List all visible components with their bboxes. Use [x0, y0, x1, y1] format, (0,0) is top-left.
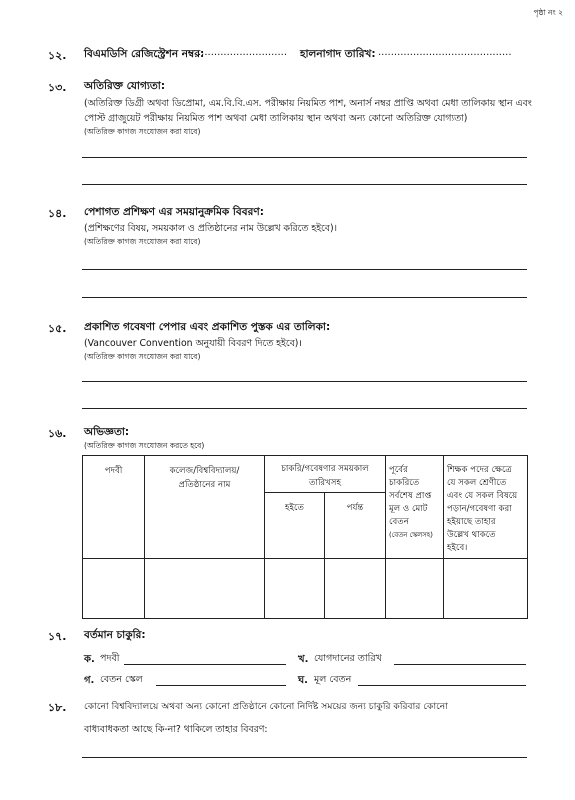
item-kha-text: যোগদানের তারিখ	[314, 653, 382, 664]
bmdc-registration-field[interactable]: ............................	[198, 47, 288, 58]
publications-note: (অতিরিক্ত কাগজ সংযোজন করা যাবে)	[84, 352, 201, 361]
joining-date-field[interactable]	[394, 664, 526, 665]
header-salary-line: সর্বশেষ প্রাপ্ত	[389, 491, 432, 501]
basic-salary-field[interactable]	[358, 685, 526, 686]
header-period-line-2: তারিখসহ	[309, 478, 341, 488]
header-teacher-line: হইয়াছে তাহার	[447, 517, 496, 527]
item-kha-label: খ.	[298, 654, 309, 665]
header-institution-line-1: কলেজ/বিশ্ববিদ্যালয়/	[169, 466, 240, 476]
publications-title: প্রকাশিত গবেষণা পেপার এবং প্রকাশিত পুস্তক এর তালিকা:	[84, 321, 331, 333]
answer-line[interactable]	[82, 381, 527, 382]
answer-line[interactable]	[82, 757, 527, 758]
bmdc-registration-label: বিএমডিসি রেজিস্ট্রেশন নম্বর:	[84, 48, 205, 60]
section-14-number: ১৪.	[48, 207, 67, 220]
update-date-field[interactable]: ..........................................	[378, 47, 512, 58]
header-salary-line: পূর্বের	[389, 465, 408, 475]
header-to	[325, 493, 386, 559]
header-teacher-line: শিক্ষক পদের ক্ষেত্রে	[447, 465, 512, 475]
item-ga-label: গ.	[84, 675, 95, 686]
update-date-label: হালনাগাদ তারিখ:	[300, 48, 376, 60]
experience-table	[82, 455, 528, 619]
item-gha-label: ঘ.	[298, 675, 308, 686]
section-17-number: ১৭.	[48, 630, 67, 643]
header-teacher-line: উল্লেখ থাকতে	[447, 530, 496, 540]
cell-from[interactable]	[265, 559, 325, 619]
cell-to[interactable]	[325, 559, 386, 619]
obligation-question-1: কোনো বিশ্ববিদ্যালয়ে অথবা অন্য কোনো প্রতিষ্ঠানে কোনো নির্দিষ্ট সময়ের জন্য চাকুরি করিবার কোনো	[84, 701, 448, 712]
answer-line[interactable]	[82, 184, 527, 185]
header-salary-line: চাকরিতে	[389, 478, 420, 488]
header-from-label: হইতে	[285, 503, 304, 513]
header-teacher-line: যে সকল শ্রেণীতে	[447, 478, 507, 488]
section-13-number: ১৩.	[48, 81, 67, 94]
experience-note: (অতিরিক্ত কাগজ সংযোজন করতে হবে)	[84, 441, 205, 450]
header-teacher-line: পড়ান/গবেষণা করা	[447, 504, 512, 514]
item-ga-text: বেতন স্কেল	[100, 674, 143, 685]
pay-scale-field[interactable]	[156, 685, 286, 686]
header-institution	[145, 456, 265, 559]
professional-training-desc: (প্রশিক্ষণের বিষয়, সময়কাল ও প্রতিষ্ঠানের নাম উল্লেখ করিতে হইবে)।	[84, 223, 337, 234]
header-teacher	[444, 456, 528, 559]
answer-line[interactable]	[82, 408, 527, 409]
additional-qualification-desc-1: (অতিরিক্ত ডিগ্রী অথবা ডিপ্রোমা, এম.বি.বি.এস. পরীক্ষায় নিয়মিত পাশ, অনার্স নম্বর প্রাপ্তি অথবা মেধা তালিকায় স্থান এবং	[84, 98, 532, 109]
additional-qualification-title: অতিরিক্ত যোগ্যতা:	[84, 80, 166, 92]
additional-qualification-note: (অতিরিক্ত কাগজ সংযোজন করা যাবে)	[84, 127, 201, 136]
answer-line[interactable]	[82, 157, 527, 158]
designation-field[interactable]	[124, 664, 286, 665]
section-16-number: ১৬.	[48, 427, 67, 440]
header-from	[265, 493, 325, 559]
section-18-number: ১৮.	[48, 701, 67, 714]
header-salary-line: বেতন	[389, 517, 409, 527]
header-salary-note: (বেতন স্কেলসহ)	[389, 531, 433, 539]
experience-title: অভিজ্ঞতা:	[84, 426, 130, 438]
header-teacher-line: হইবে।	[447, 543, 468, 553]
header-period-line-1: চাকরি/গবেষণার সময়কাল	[281, 464, 369, 474]
cell-teacher[interactable]	[444, 559, 528, 619]
obligation-question-2: বাধ্যবাধকতা আছে কি-না? থাকিলে তাহার বিবরণ:	[84, 724, 268, 735]
section-12-number: ১২.	[48, 49, 67, 62]
publications-desc: (Vancouver Convention অনুযায়ী বিবরণ দিতে হইবে)।	[84, 338, 302, 349]
cell-institution[interactable]	[145, 559, 265, 619]
header-salary	[386, 456, 444, 559]
header-period	[265, 456, 386, 493]
current-job-title: বর্তমান চাকুরি:	[84, 629, 146, 641]
page-number: পৃষ্ঠা নং ২	[533, 8, 563, 17]
header-salary-line: মূল ও মোট	[389, 504, 428, 514]
additional-qualification-desc-2: পোস্ট গ্রাজুয়েট পরীক্ষায় নিয়মিত পাশ অথবা মেধা তালিকায় স্থান অথবা অন্য কোনো অতিরিক্ত যোগ্যতা)	[84, 113, 468, 124]
item-ka-text: পদবী	[100, 653, 120, 664]
header-to-label: পর্যন্ত	[346, 503, 364, 513]
answer-line[interactable]	[82, 297, 527, 298]
answer-line[interactable]	[82, 269, 527, 270]
cell-designation[interactable]	[83, 559, 145, 619]
professional-training-note: (অতিরিক্ত কাগজ সংযোজন করা যাবে)	[84, 237, 201, 246]
header-designation-label: পদবী	[104, 466, 123, 476]
item-ka-label: ক.	[84, 654, 95, 665]
header-designation	[83, 456, 145, 559]
section-15-number: ১৫.	[48, 322, 67, 335]
item-gha-text: মূল বেতন	[314, 674, 352, 685]
header-institution-line-2: প্রতিষ্ঠানের নাম	[178, 480, 231, 490]
header-teacher-line: এবং যে সকল বিষয়ে	[447, 491, 518, 501]
professional-training-title: পেশাগত প্রশিক্ষণ এর সময়ানুক্রমিক বিবরণ:	[84, 206, 264, 218]
cell-salary[interactable]	[386, 559, 444, 619]
